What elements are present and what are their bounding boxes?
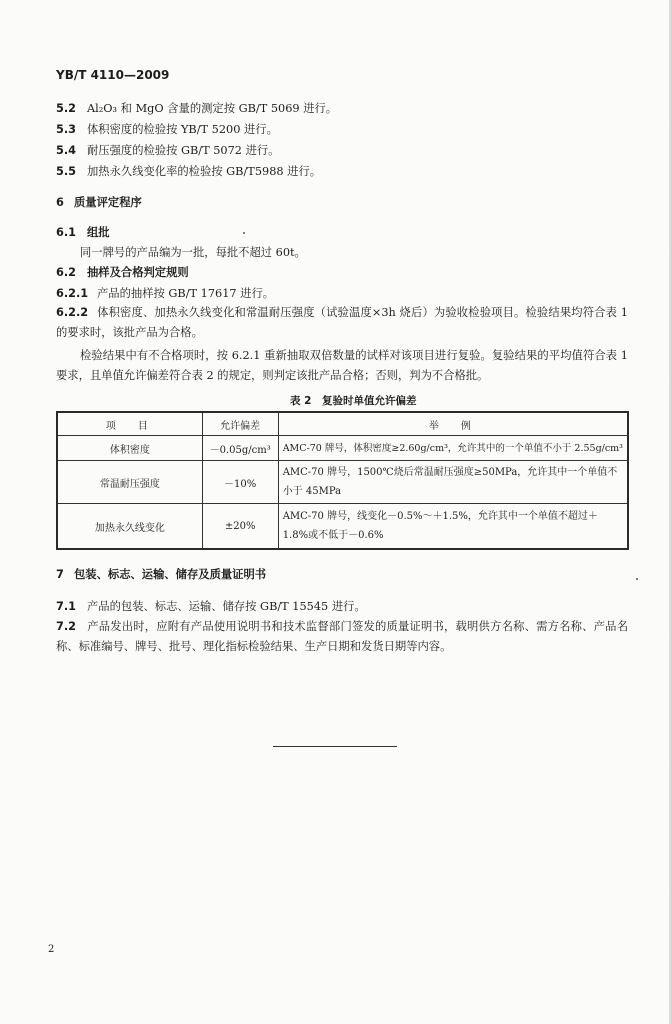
clause-text: 体积密度、加热永久线变化和常温耐压强度（试验温度×3h 烧后）为验收检验项目。检验结果均符合表 1 的要求时，该批产品为合格。 (56, 306, 628, 339)
scan-speck (636, 578, 638, 580)
clause-number: 6.2 (56, 266, 77, 279)
page-number: 2 (48, 944, 55, 955)
clause-5-5 (56, 163, 321, 179)
clause-6-2-1 (56, 285, 274, 301)
table-row (57, 504, 628, 550)
clause-text: 体积密度的检验按 YB/T 5200 进行。 (87, 123, 278, 136)
clause-5-3 (56, 121, 278, 137)
end-divider (273, 746, 397, 747)
clause-7-2 (56, 617, 628, 657)
cell-tolerance: －10% (202, 461, 278, 504)
section-7-heading (56, 566, 266, 582)
clause-text: 加热永久线变化率的检验按 GB/T5988 进行。 (87, 165, 322, 178)
header-item: 项 目 (57, 412, 202, 436)
clause-text: 耐压强度的检验按 GB/T 5072 进行。 (87, 144, 280, 157)
clause-number: 5.2 (56, 102, 77, 115)
section-number: 6 (56, 196, 64, 209)
section-6-heading (56, 194, 142, 210)
table-row (57, 461, 628, 504)
clause-number: 6.2.1 (56, 287, 89, 300)
header-tolerance: 允许偏差 (202, 412, 278, 436)
scan-speck (243, 232, 245, 234)
section-number: 7 (56, 568, 64, 581)
clause-number: 7.1 (56, 600, 77, 613)
clause-number: 5.5 (56, 165, 77, 178)
clause-5-2 (56, 100, 337, 116)
header-example: 举 例 (278, 412, 628, 436)
cell-example: AMC-70 牌号，体积密度≥2.60g/cm³，允许其中的一个单值不小于 2.55g/cm³ (278, 436, 628, 461)
cell-example: AMC-70 牌号，线变化－0.5%～＋1.5%，允许其中一个单值不超过＋1.8%或不低于－0.6% (278, 504, 628, 550)
clause-6-2-2 (56, 303, 628, 343)
cell-item: 加热永久线变化 (57, 504, 202, 550)
section-title: 质量评定程序 (74, 196, 142, 209)
table-2 (56, 411, 629, 550)
clause-6-1-heading (56, 224, 110, 240)
cell-tolerance: ±20% (202, 504, 278, 550)
clause-title: 抽样及合格判定规则 (87, 266, 189, 279)
section-title: 包装、标志、运输、储存及质量证明书 (74, 568, 267, 581)
cell-tolerance: －0.05g/cm³ (202, 436, 278, 461)
clause-number: 7.2 (56, 620, 77, 633)
clause-number: 5.4 (56, 144, 77, 157)
table-2-caption: 表 2 复验时单值允许偏差 (290, 395, 417, 407)
clause-number: 6.1 (56, 226, 77, 239)
clause-6-1-text: 同一牌号的产品编为一批，每批不超过 60t。 (80, 246, 306, 259)
clause-text: 产品的包装、标志、运输、储存按 GB/T 15545 进行。 (87, 600, 366, 613)
clause-title: 组批 (87, 226, 110, 239)
cell-item: 体积密度 (57, 436, 202, 461)
clause-7-1 (56, 598, 366, 614)
clause-text: 产品发出时，应附有产品使用说明书和技术监督部门签发的质量证明书，载明供方名称、需方名称、产品名称、标准编号、牌号、批号、理化指标检验结果、生产日期和发货日期等内容。 (56, 620, 628, 653)
clause-text: Al₂O₃ 和 MgO 含量的测定按 GB/T 5069 进行。 (87, 102, 338, 115)
cell-example: AMC-70 牌号，1500℃烧后常温耐压强度≥50MPa，允许其中一个单值不小于 45MPa (278, 461, 628, 504)
clause-number: 5.3 (56, 123, 77, 136)
clause-number: 6.2.2 (56, 306, 89, 319)
table-header-row (57, 412, 628, 436)
clause-6-2-heading (56, 264, 189, 280)
clause-6-2-2-continued: 检验结果中有不合格项时，按 6.2.1 重新抽取双倍数量的试样对该项目进行复验。复验结果的平均值符合表 1 要求，且单值允许偏差符合表 2 的规定，则判定该批产品合格；否则，判为不合格批。 (56, 349, 628, 382)
doc-code-header: YB/T 4110—2009 (56, 68, 170, 82)
cell-item: 常温耐压强度 (57, 461, 202, 504)
clause-5-4 (56, 142, 279, 158)
clause-text: 产品的抽样按 GB/T 17617 进行。 (97, 287, 275, 300)
table-row (57, 436, 628, 461)
